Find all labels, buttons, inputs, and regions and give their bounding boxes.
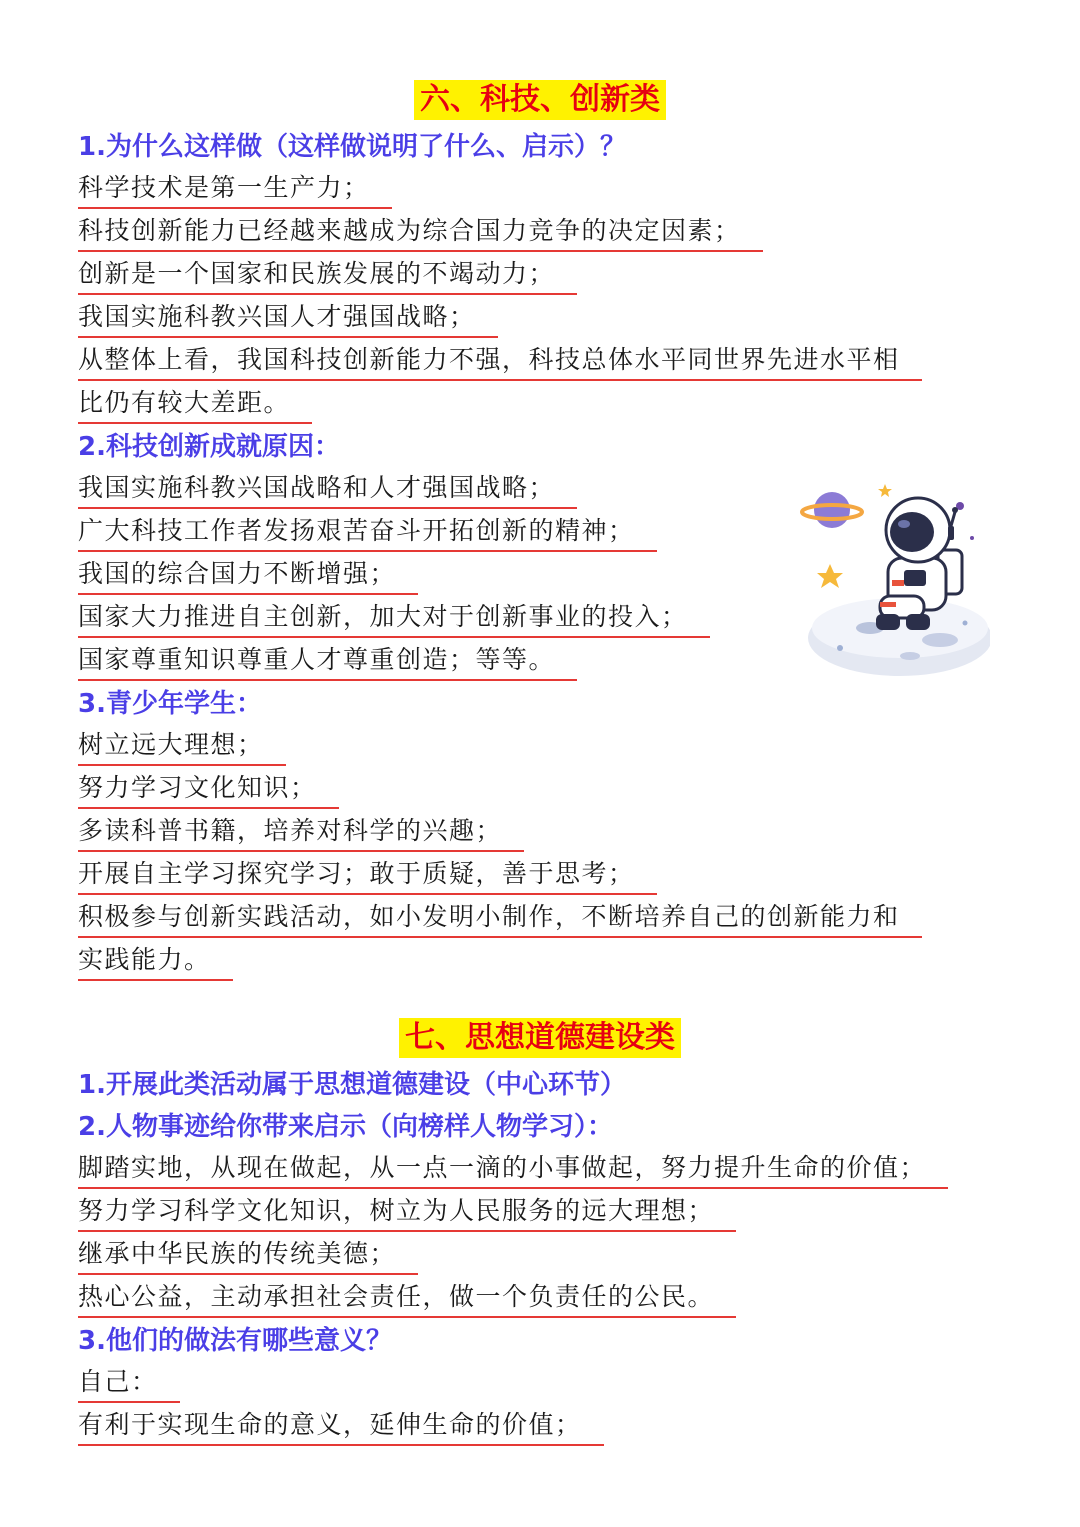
answer-line: 比仍有较大差距。 xyxy=(78,383,1080,426)
answer-line: 树立远大理想； xyxy=(78,725,1080,768)
section-six-title: 六、科技、创新类 xyxy=(414,80,666,120)
answer-line: 科技创新能力已经越来越成为综合国力竞争的决定因素； xyxy=(78,211,1080,254)
question-heading: 2.人物事迹给你带来启示（向榜样人物学习）： xyxy=(78,1112,613,1142)
question-heading: 2.科技创新成就原因： xyxy=(78,432,340,462)
section-seven xyxy=(0,1018,1080,1448)
answer-line: 脚踏实地，从现在做起，从一点一滴的小事做起，努力提升生命的价值； xyxy=(78,1148,1080,1191)
answer-line: 国家尊重知识尊重人才尊重创造；等等。 xyxy=(78,640,1080,683)
answer-line: 科学技术是第一生产力； xyxy=(78,168,1080,211)
astronaut-on-moon-icon xyxy=(800,478,990,678)
answer-line: 我国的综合国力不断增强； xyxy=(78,554,1080,597)
answer-line: 国家大力推进自主创新，加大对于创新事业的投入； xyxy=(78,597,1080,640)
question-heading: 1.开展此类活动属于思想道德建设（中心环节） xyxy=(78,1070,626,1100)
answer-line: 努力学习科学文化知识，树立为人民服务的远大理想； xyxy=(78,1191,1080,1234)
question-heading: 3.青少年学生： xyxy=(78,689,262,719)
answer-line: 继承中华民族的传统美德； xyxy=(78,1234,1080,1277)
section-seven-title: 七、思想道德建设类 xyxy=(399,1018,681,1058)
answer-line: 我国实施科教兴国人才强国战略； xyxy=(78,297,1080,340)
answer-line: 有利于实现生命的意义，延伸生命的价值； xyxy=(78,1405,1080,1448)
answer-line: 多读科普书籍，培养对科学的兴趣； xyxy=(78,811,1080,854)
answer-line: 我国实施科教兴国战略和人才强国战略； xyxy=(78,468,1080,511)
answer-line: 开展自主学习探究学习；敢于质疑，善于思考； xyxy=(78,854,1080,897)
question-heading: 3.他们的做法有哪些意义？ xyxy=(78,1326,392,1356)
answer-line: 自己： xyxy=(78,1362,1080,1405)
answer-line: 实践能力。 xyxy=(78,940,1080,983)
answer-line: 努力学习文化知识； xyxy=(78,768,1080,811)
answer-line: 从整体上看，我国科技创新能力不强，科技总体水平同世界先进水平相 xyxy=(78,340,1080,383)
question-heading: 1.为什么这样做（这样做说明了什么、启示）？ xyxy=(78,132,626,162)
answer-line: 创新是一个国家和民族发展的不竭动力； xyxy=(78,254,1080,297)
answer-line: 积极参与创新实践活动，如小发明小制作，不断培养自己的创新能力和 xyxy=(78,897,1080,940)
answer-line: 广大科技工作者发扬艰苦奋斗开拓创新的精神； xyxy=(78,511,1080,554)
answer-line: 热心公益，主动承担社会责任，做一个负责任的公民。 xyxy=(78,1277,1080,1320)
